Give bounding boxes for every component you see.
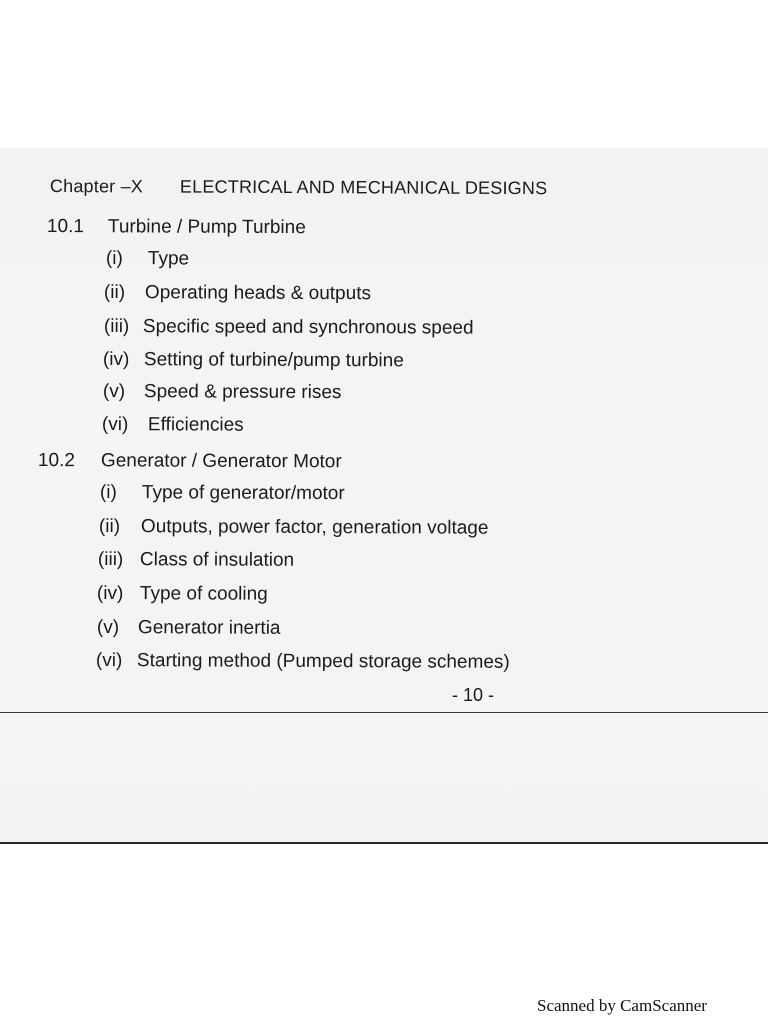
item-number: (ii) <box>98 516 121 538</box>
item-text: Specific speed and synchronous speed <box>142 316 474 339</box>
item-text: Operating heads & outputs <box>144 282 372 305</box>
chapter-title: ELECTRICAL AND MECHANICAL DESIGNS <box>179 176 548 199</box>
item-text: Type <box>147 248 190 270</box>
list-item <box>100 482 345 505</box>
divider <box>0 842 768 844</box>
list-item <box>103 349 404 372</box>
list-item <box>99 516 489 540</box>
chapter-heading <box>50 176 547 199</box>
list-item <box>102 414 244 437</box>
item-number: (v) <box>96 617 120 639</box>
list-item <box>97 617 281 640</box>
scanner-watermark: Scanned by CamScanner <box>537 996 707 1015</box>
section-number: 10.2 <box>37 450 75 472</box>
item-number: (vi) <box>95 650 123 672</box>
item-text: Type of generator/motor <box>141 482 345 505</box>
section-title: Turbine / Pump Turbine <box>107 216 306 239</box>
page-number: - 10 - <box>452 685 495 705</box>
item-number: (ii) <box>103 282 126 304</box>
list-item <box>104 282 371 305</box>
item-number: (iv) <box>96 583 124 605</box>
chapter-label: Chapter –X <box>49 176 144 197</box>
section-heading <box>38 450 342 473</box>
item-text: Type of cooling <box>139 583 268 605</box>
list-item <box>98 549 294 572</box>
list-item <box>97 583 268 606</box>
section-title: Generator / Generator Motor <box>100 450 342 473</box>
item-number: (iv) <box>102 349 130 371</box>
list-item <box>104 316 474 340</box>
item-number: (iii) <box>97 549 124 571</box>
item-text: Outputs, power factor, generation voltage <box>140 516 489 539</box>
divider <box>0 712 768 713</box>
item-text: Generator inertia <box>137 617 281 639</box>
item-number: (vi) <box>101 414 129 436</box>
item-number: (v) <box>102 381 126 403</box>
item-text: Class of insulation <box>139 549 295 571</box>
item-number: (i) <box>105 248 123 270</box>
item-number: (i) <box>99 482 117 504</box>
section-heading <box>47 216 306 239</box>
section-number: 10.1 <box>46 216 84 238</box>
item-text: Efficiencies <box>147 414 244 436</box>
item-text: Speed & pressure rises <box>143 381 342 404</box>
list-item <box>103 381 342 404</box>
item-number: (iii) <box>103 316 130 338</box>
item-text: Starting method (Pumped storage schemes) <box>136 650 510 673</box>
item-text: Setting of turbine/pump turbine <box>143 349 404 372</box>
list-item <box>106 248 189 270</box>
list-item <box>96 650 510 674</box>
